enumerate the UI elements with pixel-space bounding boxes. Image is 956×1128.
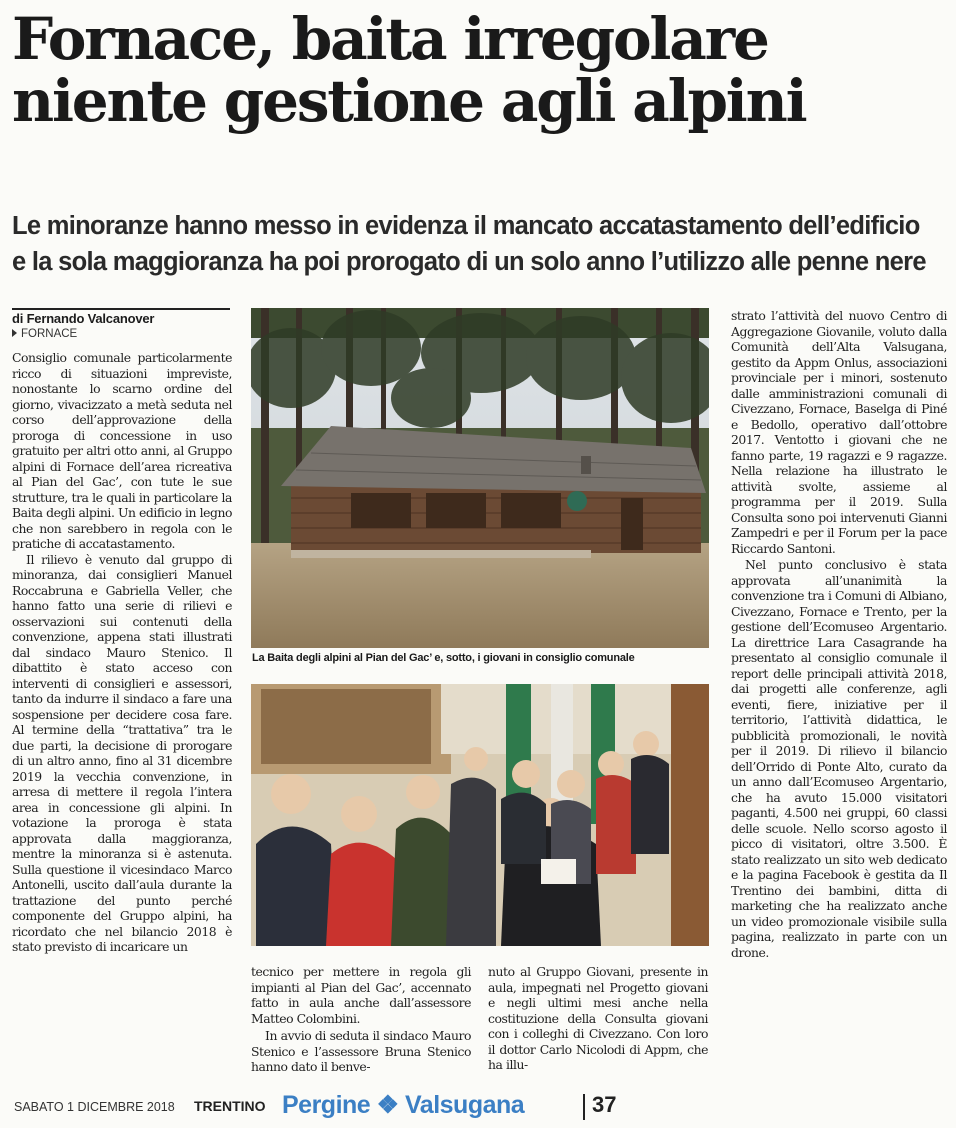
photo-caption: La Baita degli alpini al Pian del Gac’ e, sotto, i giovani in consiglio comunale [252, 652, 635, 664]
footer-date: SABATO 1 DICEMBRE 2018 [14, 1100, 175, 1114]
subheadline [12, 208, 947, 280]
headline-line-2: niente gestione agli alpini [12, 67, 806, 135]
article-column-3 [488, 964, 708, 1073]
page-footer [0, 1090, 956, 1128]
article-column-4 [731, 308, 947, 960]
paragraph: Consiglio comunale particolarmente ricco di situazioni impreviste, nonostante lo scarno ordine del giorno, vivacizzato a metà seduta nel corso dell’approvazione della proroga di concessione in uso gratuito per altri otto anni, al Gruppo alpini di Fornace dell’area ricreativa al Pian del Gac’, con tute le sue strutture, tra le quali in particolare la Baita degli alpini. Un edificio in legno che non sarebbero in regola con le pratiche di accatastamento. [12, 350, 232, 551]
byline: di Fernando Valcanover [12, 308, 230, 326]
footer-page-number: 37 [592, 1092, 617, 1117]
paragraph: Nel punto conclusivo è stata approvata all’unanimità la convenzione tra i Comuni di Albiano, Civezzano, Fornace e Trento, per la gestione dell’Ecomuseo Argentario. La direttrice Lara Casagrande ha presentato al consiglio comunale il report delle principali attività 2018, dai progetti alle conferenze, agli eventi, fiere, iniziative per il territorio, l’attività didattica, le pubblicità promozionali, le novità per il 2019. Di rilievo il bilancio dell’Orrido di Ponte Alto, curato da un anno dall’Ecomuseo Argentario, che ha avuto 15.000 visitatori paganti, 4.500 nei gruppi, 60 classi delle scuole. Nello scorso agosto il picco di visitatori, oltre 3.500. È stato realizzato un sito web dedicato e la pagina Facebook è gestita da Il Trentino dei bambini, ditta di marketing che ha realizzato anche un video promozionale visibile sulla pagina, realizzato in parte con un drone. [731, 557, 947, 960]
hut-illustration [251, 308, 709, 648]
footer-newspaper-name: TRENTINO [194, 1098, 266, 1114]
council-illustration [251, 684, 709, 946]
subheadline-line-1: Le minoranze hanno messo in evidenza il mancato accatastamento dell’edificio [12, 212, 920, 240]
photo-alpine-hut [251, 308, 709, 648]
footer-divider [583, 1094, 585, 1120]
headline-line-1: Fornace, baita irregolare [12, 5, 768, 73]
article-column-2 [251, 964, 471, 1075]
footer-section-title: Pergine ❖ Valsugana [282, 1091, 525, 1119]
paragraph: Il rilievo è venuto dal gruppo di minoranza, dai consiglieri Manuel Roccabruna e Gabriella Veller, che hanno fatto una serie di rilievi e osservazioni sui contenuti della convenzione, appena stati illustrati dal sindaco Mauro Stenico. Il dibattito è stato acceso con interventi di consiglieri e assessori, tanto da indurre il sindaco a fare una sospensione per decidere cosa fare. Al termine della “trattativa” tra le due parti, la decisione di prorogare di un altro anno, fino al 31 dicembre 2019 la vecchia convenzione, in arresa di mettere il regola l’intera area in concessione gli alpini. In votazione la proroga è stata approvata dalla maggioranza, mentre la minoranza si è astenuta. Sulla questione il vicesindaco Marco Antonelli, uscito dall’aula durante la trattazione del punto perché componente del Gruppo alpini, ha ricordato che nel bilancio 2018 è stato previsto di incaricare un [12, 551, 232, 954]
paragraph: tecnico per mettere in regola gli impianti al Pian del Gac’, accennato fatto in aula anche dall’assessore Matteo Colombini. [251, 964, 471, 1026]
article-column-1 [12, 350, 232, 955]
headline [12, 5, 947, 135]
paragraph: In avvio di seduta il sindaco Mauro Stenico e l’assessore Bruna Stenico hanno dato il benve- [251, 1028, 471, 1074]
subheadline-line-2: e la sola maggioranza ha poi prorogato di un solo anno l’utilizzo alle penne nere [12, 248, 926, 276]
paragraph: nuto al Gruppo Giovani, presente in aula, impegnati nel Progetto giovani e negli ultimi mesi anche nella costituzione della Consulta giovani con i colleghi di Civezzano. Con loro il dottor Carlo Nicolodi di Appm, che ha illu- [488, 964, 708, 1072]
location-label: FORNACE [21, 328, 78, 340]
dateline-location [12, 328, 77, 340]
photo-council-youth [251, 684, 709, 946]
triangle-icon [12, 329, 17, 337]
paragraph: strato l’attività del nuovo Centro di Aggregazione Giovanile, voluto dalla Comunità dell’Alta Valsugana, gestito da Appm Onlus, associazioni provinciale per i minori, sostenuto dalle amministrazioni comunali di Civezzano, Fornace, Baselga di Piné e Bedollo, operativo dall’ottobre 2017. Ventotto i giovani che ne fanno parte, 19 ragazzi e 9 ragazze. Nella relazione ha illustrato le attività svolte, assieme al programma per il 2019. Sulla Consulta sono poi intervenuti Gianni Zampedri e per il Forum per la pace Riccardo Santoni. [731, 308, 947, 556]
